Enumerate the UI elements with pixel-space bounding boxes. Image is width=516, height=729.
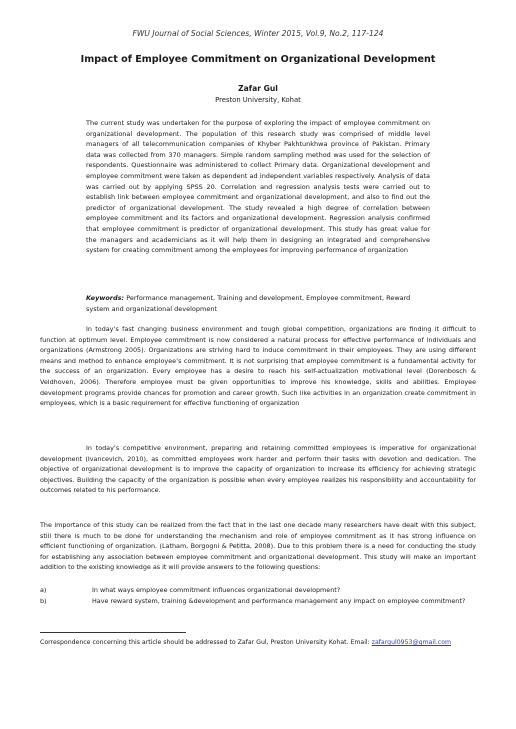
list-marker: b) (40, 596, 47, 605)
keywords-text: Performance management, Training and development, Employee commitment, Reward system and organizational development (86, 294, 411, 313)
list-text: In what ways employee commitment influences organizational development? (92, 586, 341, 594)
list-item (40, 585, 476, 596)
abstract: The current study was undertaken for the purpose of exploring the impact of employee commitment on organizational development. The population of this research study was comprised of middle level managers of all telecommunication companies of Khyber Pakhtunkhwa province of Pakistan. Primary data was collected from 370 managers. Simple random sampling method was used for the selection of respondents. Questionnaire was administered to collect Primary data. Organizational development and employee commitment were taken as dependent ad independent variables respectively. Analysis of data was carried out by applying SPSS 20. Correlation and regression analysis tests were carried out to establish link between employee commitment and organizational development, and also to find out the predictor of organizational development. The study revealed a high degree of correlation between employee commitment and its factors and organizational development. Regression analysis confirmed that employee commitment is predictor of organizational development. This study has great value for the managers and academicians as it will help them in designing an integrated and comprehensive system for creating commitment among the employees for improving performance of organization (86, 119, 430, 255)
article-title: Impact of Employee Commitment on Organizational Development (80, 54, 436, 65)
email-link[interactable]: zafargul0953@gmail.com (371, 639, 452, 646)
list-text: Have reward system, training &development and performance management any impact on employee commitment? (92, 596, 466, 605)
footnote-divider (40, 632, 186, 633)
author-affiliation: Preston University, Kohat (215, 96, 301, 104)
correspondence-footnote (40, 638, 476, 648)
keywords (86, 293, 426, 314)
research-questions (40, 585, 476, 606)
list-marker: a) (40, 586, 47, 594)
body-paragraph-2: In today’s competitive environment, preparing and retaining committed employees is imperative for organizational development (Ivancevich, 2010), as committed employees work harder and perform their tasks with devotion and dedication. The objective of organizational development is to improve the capacity of organization to increase its efficiency for achieving strategic objectives. Building the capacity of the organization is possible when every employee realizes his responsibility and accountability for outcomes related to his performance. (40, 444, 476, 495)
list-item (40, 596, 476, 607)
body-paragraph-1: In today’s fast changing business environment and tough global competition, organizations are finding it difficult to function at optimum level. Employee commitment is now considered a natural process for effective performance of individuals and organizations (Armstrong 2005). Organizations are striving hard to induce commitment in their employees. They are using different means and method to enhance employee’s commitment. It is not surprising that employee commitment is a fundamental activity for the success of an organization. Every employee has a desire to reach his self-actualization motivational level (Dorenbosch & Veldhoven, 2006). Therefore employee must be given opportunities to improve his knowledge, skills and abilities. Employee development programs provide chances for promotion and career growth. Such like activities in an organization create commitment in employees, which is a basic requirement for effective functioning of organization (40, 325, 476, 408)
journal-header: FWU Journal of Social Sciences, Winter 2015, Vol.9, No.2, 117-124 (132, 29, 384, 38)
keywords-label: Keywords: (86, 294, 125, 302)
author-name: Zafar Gul (238, 84, 278, 93)
correspondence-text: Correspondence concerning this article should be addressed to Zafar Gul, Preston University Kohat. Email: (40, 639, 372, 646)
body-paragraph-3: The importance of this study can be realized from the fact that in the last one decade many researchers have dealt with this subject, still there is much to be done for understanding the mechanism and role of employee commitment as it has strong influence on efficient functioning of organization. (Latham, Borgogni & Petitta, 2008). Due to this problem there is a need for conducting the study for establishing any association between employee commitment and organizational development. This study will make an important addition to the existing knowledge as it will provide answers to the following questions: (40, 521, 476, 572)
